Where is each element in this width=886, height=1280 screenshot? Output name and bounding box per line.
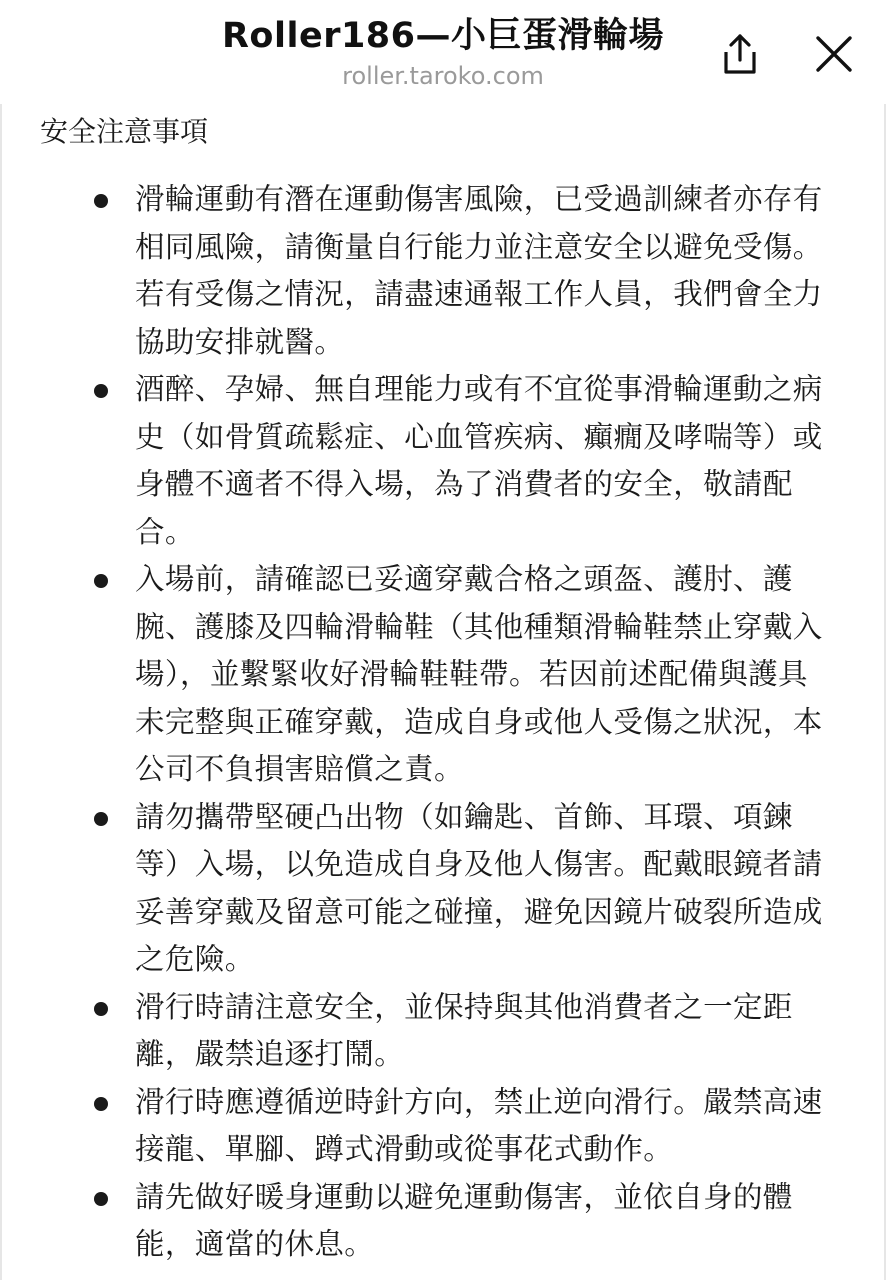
list-item-text: 入場前，請確認已妥適穿戴合格之頭盔、護肘、護腕、護膝及四輪滑輪鞋（其他種類滑輪鞋禁止穿戴入場），並繫緊收好滑輪鞋鞋帶。若因前述配備與護具未完整與正確穿戴，造成自身或他人受傷之狀況，本公司不負損害賠償之責。: [135, 562, 823, 786]
list-item-text: 請勿攜帶堅硬凸出物（如鑰匙、首飾、耳環、項鍊等）入場，以免造成自身及他人傷害。配戴眼鏡者請妥善穿戴及留意可能之碰撞，避免因鏡片破裂所造成之危險。: [135, 799, 823, 976]
page-url: roller.taroko.com: [342, 62, 544, 90]
share-button[interactable]: [716, 30, 764, 78]
bullet-icon: [94, 574, 108, 588]
list-item: [2, 1174, 830, 1269]
section-title: 安全注意事項: [40, 115, 209, 148]
share-icon: [720, 32, 760, 76]
close-button[interactable]: [810, 30, 858, 78]
list-item: [2, 1079, 830, 1174]
list-item-text: 滑行時請注意安全，並保持與其他消費者之一定距離，嚴禁追逐打鬧。: [135, 989, 793, 1071]
list-item-text: 滑輪運動有潛在運動傷害風險，已受過訓練者亦存有相同風險，請衡量自行能力並注意安全以避免受傷。若有受傷之情況，請盡速通報工作人員，我們會全力協助安排就醫。: [135, 182, 823, 359]
page-content: [0, 104, 886, 1280]
list-item: [2, 794, 830, 984]
list-item-text: 滑行時應遵循逆時針方向，禁止逆向滑行。嚴禁高速接龍、單腳、蹲式滑動或從事花式動作。: [135, 1084, 823, 1166]
bullet-icon: [94, 1192, 108, 1206]
list-item: [2, 556, 830, 794]
safety-notice-list: [2, 176, 886, 1269]
bullet-icon: [94, 384, 108, 398]
list-item-text: 酒醉、孕婦、無自理能力或有不宜從事滑輪運動之病史（如骨質疏鬆症、心血管疾病、癲癇及哮喘等）或身體不適者不得入場，為了消費者的安全，敬請配合。: [135, 372, 823, 549]
list-item: [2, 984, 830, 1079]
list-item-text: 請先做好暖身運動以避免運動傷害，並依自身的體能，適當的休息。: [135, 1179, 793, 1261]
bullet-icon: [94, 194, 108, 208]
bullet-icon: [94, 1002, 108, 1016]
page-title: Roller186—小巨蛋滑輪場: [221, 16, 665, 56]
browser-header: [0, 0, 886, 104]
bullet-icon: [94, 1097, 108, 1111]
list-item: [2, 176, 830, 366]
list-item: [2, 366, 830, 556]
bullet-icon: [94, 812, 108, 826]
close-icon: [814, 34, 854, 74]
